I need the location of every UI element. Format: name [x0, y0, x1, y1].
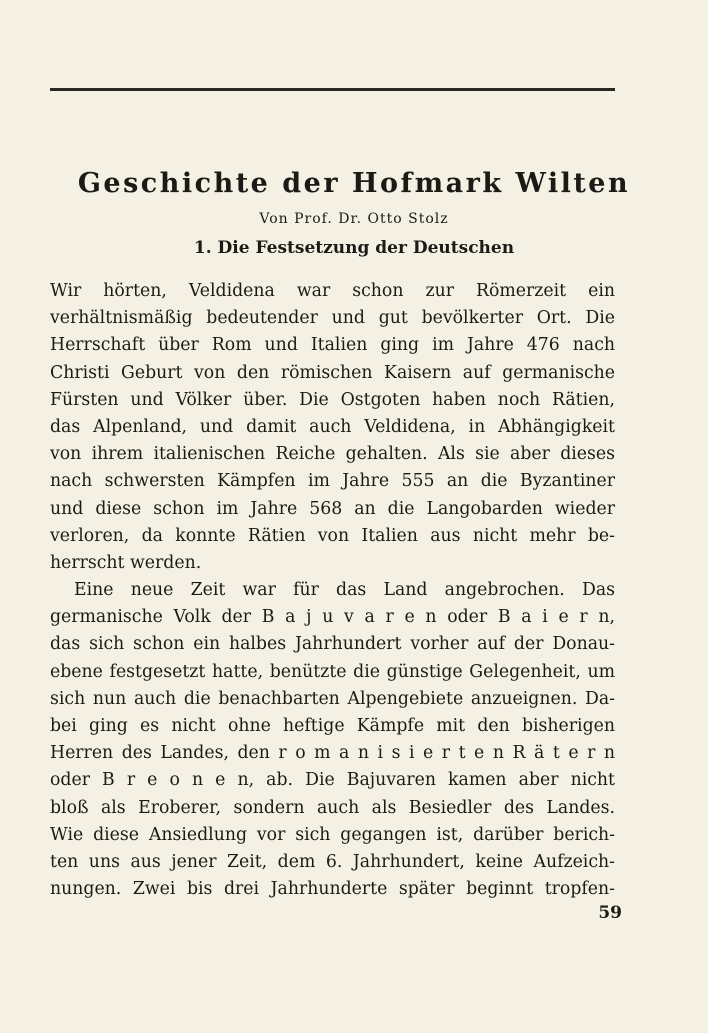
text-line: Herrschaft über Rom und Italien ging im Jahre 476 nach [50, 335, 615, 356]
section-heading: 1. Die Festsetzung der Deutschen [193, 238, 515, 258]
text-line: ebene festgesetzt hatte, benützte die günstige Gelegenheit, um [50, 661, 615, 682]
text-line: Wie diese Ansiedlung vor sich gegangen ist, darüber berich- [50, 824, 615, 845]
author-byline: Von Prof. Dr. Otto Stolz [259, 211, 449, 227]
text-line: Herren des Landes, den r o m a n i s i e r t e n R ä t e r n [50, 743, 615, 764]
text-line: ten uns aus jener Zeit, dem 6. Jahrhundert, keine Aufzeich- [50, 851, 615, 872]
text-line: sich nun auch die benachbarten Alpengebiete anzueignen. Da- [50, 688, 615, 709]
text-line: verhältnismäßig bedeutender und gut bevölkerter Ort. Die [50, 308, 615, 329]
text-line: Fürsten und Völker über. Die Ostgoten haben noch Rätien, [50, 389, 615, 410]
text-line: verloren, da konnte Rätien von Italien aus nicht mehr be- [50, 525, 615, 546]
text-line: nungen. Zwei bis drei Jahrhunderte später beginnt tropfen- [50, 879, 615, 900]
text-line: oder B r e o n e n, ab. Die Bajuvaren kamen aber nicht [50, 770, 615, 791]
text-line: bloß als Eroberer, sondern auch als Besiedler des Landes. [50, 797, 615, 818]
text-line: Christi Geburt von den römischen Kaisern auf germanische [50, 362, 615, 383]
text-line: herrscht werden. [50, 552, 202, 573]
page-number: 59 [598, 903, 622, 923]
chapter-title: Geschichte der Hofmark Wilten [77, 168, 631, 199]
text-line: das Alpenland, und damit auch Veldidena, in Abhängigkeit [50, 416, 615, 437]
text-line: von ihrem italienischen Reiche gehalten. Als sie aber dieses [50, 444, 615, 465]
text-line: das sich schon ein halbes Jahrhundert vorher auf der Donau- [50, 634, 615, 655]
text-line: und diese schon im Jahre 568 an die Langobarden wieder [50, 498, 615, 519]
body-text [50, 278, 615, 903]
text-line: germanische Volk der B a j u v a r e n oder B a i e r n, [50, 607, 615, 628]
top-rule [50, 88, 615, 91]
text-line: Eine neue Zeit war für das Land angebrochen. Das [74, 580, 615, 601]
text-line: Wir hörten, Veldidena war schon zur Römerzeit ein [50, 281, 615, 301]
text-line: nach schwersten Kämpfen im Jahre 555 an die Byzantiner [50, 471, 615, 492]
text-line: bei ging es nicht ohne heftige Kämpfe mit den bisherigen [50, 716, 615, 736]
